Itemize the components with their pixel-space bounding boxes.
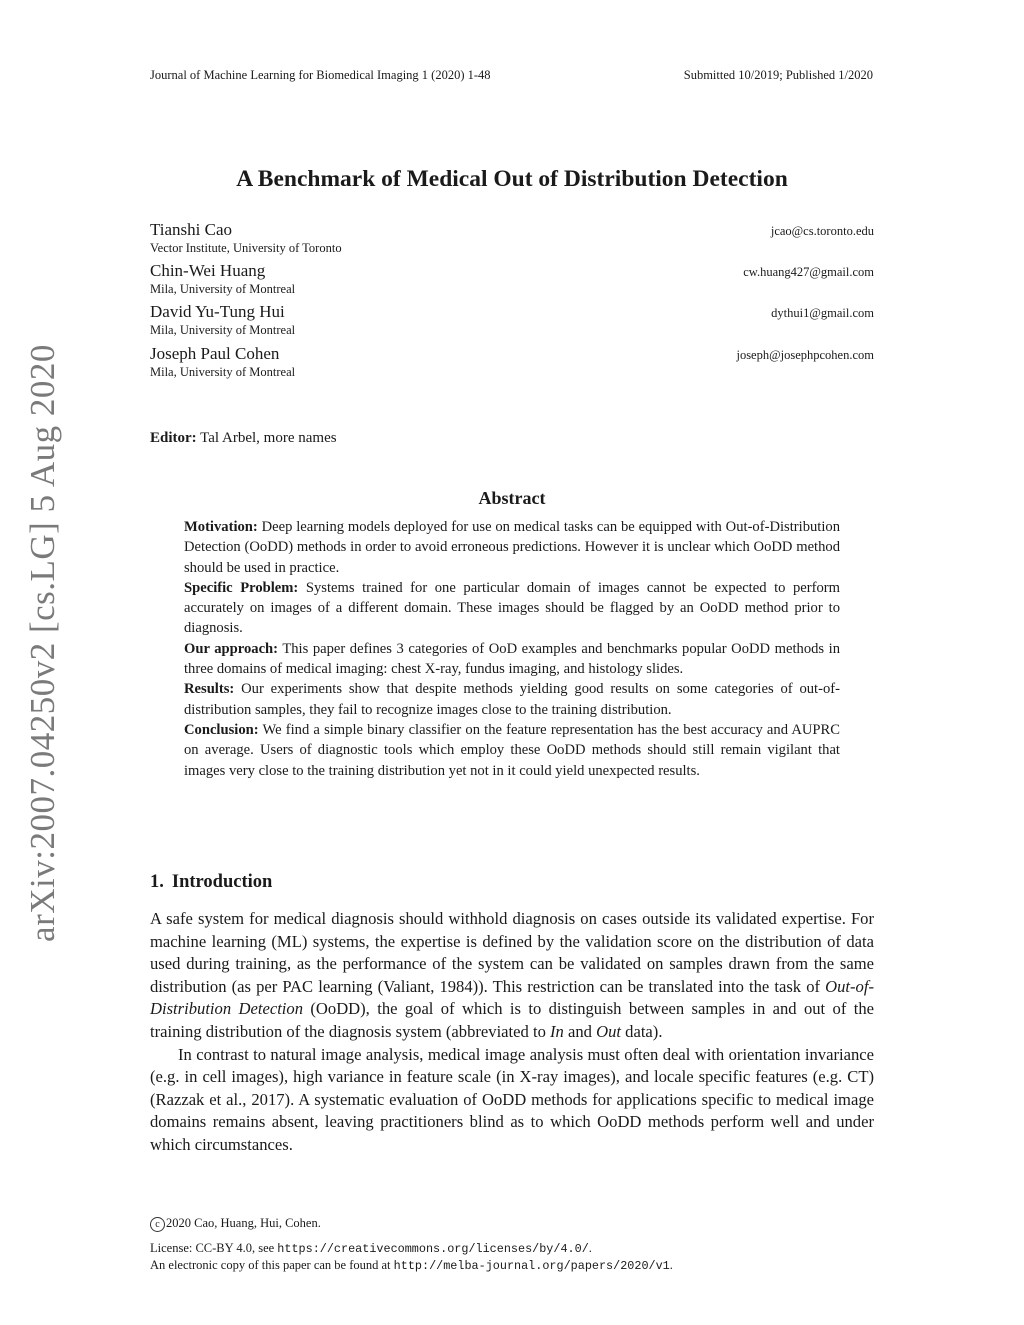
intro-paragraph: In contrast to natural image analysis, medical image analysis must often deal with orientation invariance (e.g. in cell images), high variance in feature scale (in X-ray images), and locale specific features (e.g. CT) (Razzak et al., 2017). A systematic evaluation of OoDD methods for applications specific to medical image domains remains absent, leaving practitioners blind as to which OoDD methods perform well and under which circumstances. [150,1044,874,1154]
copy-line [150,1257,673,1274]
abstract-paragraph [184,720,840,781]
running-header-dates: Submitted 10/2019; Published 1/2020 [683,68,873,82]
copy-text: An electronic copy of this paper can be found at [150,1258,394,1272]
abstract-paragraph [184,679,840,720]
author-name: David Yu-Tung Hui [150,302,285,321]
section-heading [150,872,272,893]
license-line [150,1240,673,1257]
abstract-body [184,517,840,781]
arxiv-stamp [18,343,68,942]
abstract-paragraph [184,517,840,578]
section-number: 1. [150,872,164,892]
intro-text: (OoDD), the goal of which is to distinguish between samples in and out of the training distribution of the diagnosis system (abbreviated to [150,999,874,1041]
copyright-text: 2020 Cao, Huang, Hui, Cohen. [166,1216,321,1230]
license-text: . [588,1241,592,1255]
copyright-footnote [150,1216,321,1232]
abstract-paragraph [184,639,840,680]
author-email[interactable]: dythui1@gmail.com [771,306,874,320]
abstract-text: Our experiments show that despite methods yielding good results on some categories of out-of-distribution samples, they fail to recognize images close to the training distribution. [184,681,840,718]
abstract-label: Results: [184,681,235,698]
author-affiliation: Mila, University of Montreal [150,323,296,337]
section-title: Introduction [171,872,273,892]
abstract-text: We find a simple binary classifier on the feature representation has the best accuracy and AUPRC on average. Users of diagnostic tools which employ these OoDD methods should still remain vigilant that images very close to the training distribution yet not in it could yield unexpected results. [184,721,841,779]
arxiv-stamp-text: arXiv:2007.04250v2 [cs.LG] 5 Aug 2020 [23,343,63,942]
author-block [150,302,874,338]
author-affiliation: Mila, University of Montreal [150,365,296,379]
author-block [150,344,874,380]
author-affiliation: Vector Institute, University of Toronto [150,241,342,255]
license-link[interactable]: https://creativecommons.org/licenses/by/4.0/ [277,1242,589,1256]
introduction-body [150,908,874,1157]
intro-emphasis: In [550,1021,564,1041]
intro-text: A safe system for medical diagnosis should withhold diagnosis on cases outside its validated expertise. For machine learning (ML) systems, the expertise is defined by the validation score on the distribution of data used during training, as the performance of the system can be validated on samples drawn from the same distribution (as per PAC learning (Valiant, 1984)). This restriction can be translated into the task of [150,909,874,996]
abstract-label: Conclusion: [184,721,259,738]
abstract-label: Motivation: [184,519,258,535]
author-affiliation: Mila, University of Montreal [150,282,296,296]
author-name: Tianshi Cao [150,220,233,239]
intro-text: and [563,1021,597,1041]
copy-text: . [669,1258,673,1272]
editor-value: Tal Arbel, more names [200,430,337,446]
author-block [150,261,874,297]
intro-paragraph [150,908,874,1044]
running-header-journal: Journal of Machine Learning for Biomedical Imaging 1 (2020) 1-48 [150,68,491,82]
abstract-label: Specific Problem: [184,579,299,596]
intro-emphasis: Out [596,1021,622,1041]
author-email[interactable]: joseph@josephpcohen.com [736,348,874,362]
editor-label: Editor: [150,430,197,446]
abstract-text: Systems trained for one particular domain of images cannot be expected to perform accurately on images of a different domain. These images should be flagged by an OoDD method prior to diagnosis. [184,579,840,637]
abstract-label: Our approach: [184,640,279,657]
license-text: License: CC-BY 4.0, see [150,1241,278,1255]
author-name: Chin-Wei Huang [150,261,266,280]
editor-line [150,430,337,447]
copy-link[interactable]: http://melba-journal.org/papers/2020/v1 [393,1259,670,1273]
copyright-icon: c [150,1217,165,1232]
author-email[interactable]: jcao@cs.toronto.edu [770,224,874,238]
abstract-text: Deep learning models deployed for use on medical tasks can be equipped with Out-of-Distribution Detection (OoDD) methods in order to avoid erroneous predictions. However it is unclear which OoDD method should be used in practice. [184,519,840,576]
license-footnote [150,1240,673,1274]
author-email[interactable]: cw.huang427@gmail.com [743,265,874,279]
author-block [150,220,874,256]
abstract-text: This paper defines 3 categories of OoD examples and benchmarks popular OoDD methods in three domains of medical imaging: chest X-ray, fundus imaging, and histology slides. [184,640,840,678]
paper-title: A Benchmark of Medical Out of Distribution Detection [236,166,788,192]
intro-emphasis: Out-of-Distribution Detection [150,976,874,1019]
abstract-paragraph [184,578,840,639]
abstract-heading: Abstract [478,488,546,508]
intro-text: data). [621,1021,663,1041]
author-name: Joseph Paul Cohen [150,344,280,363]
